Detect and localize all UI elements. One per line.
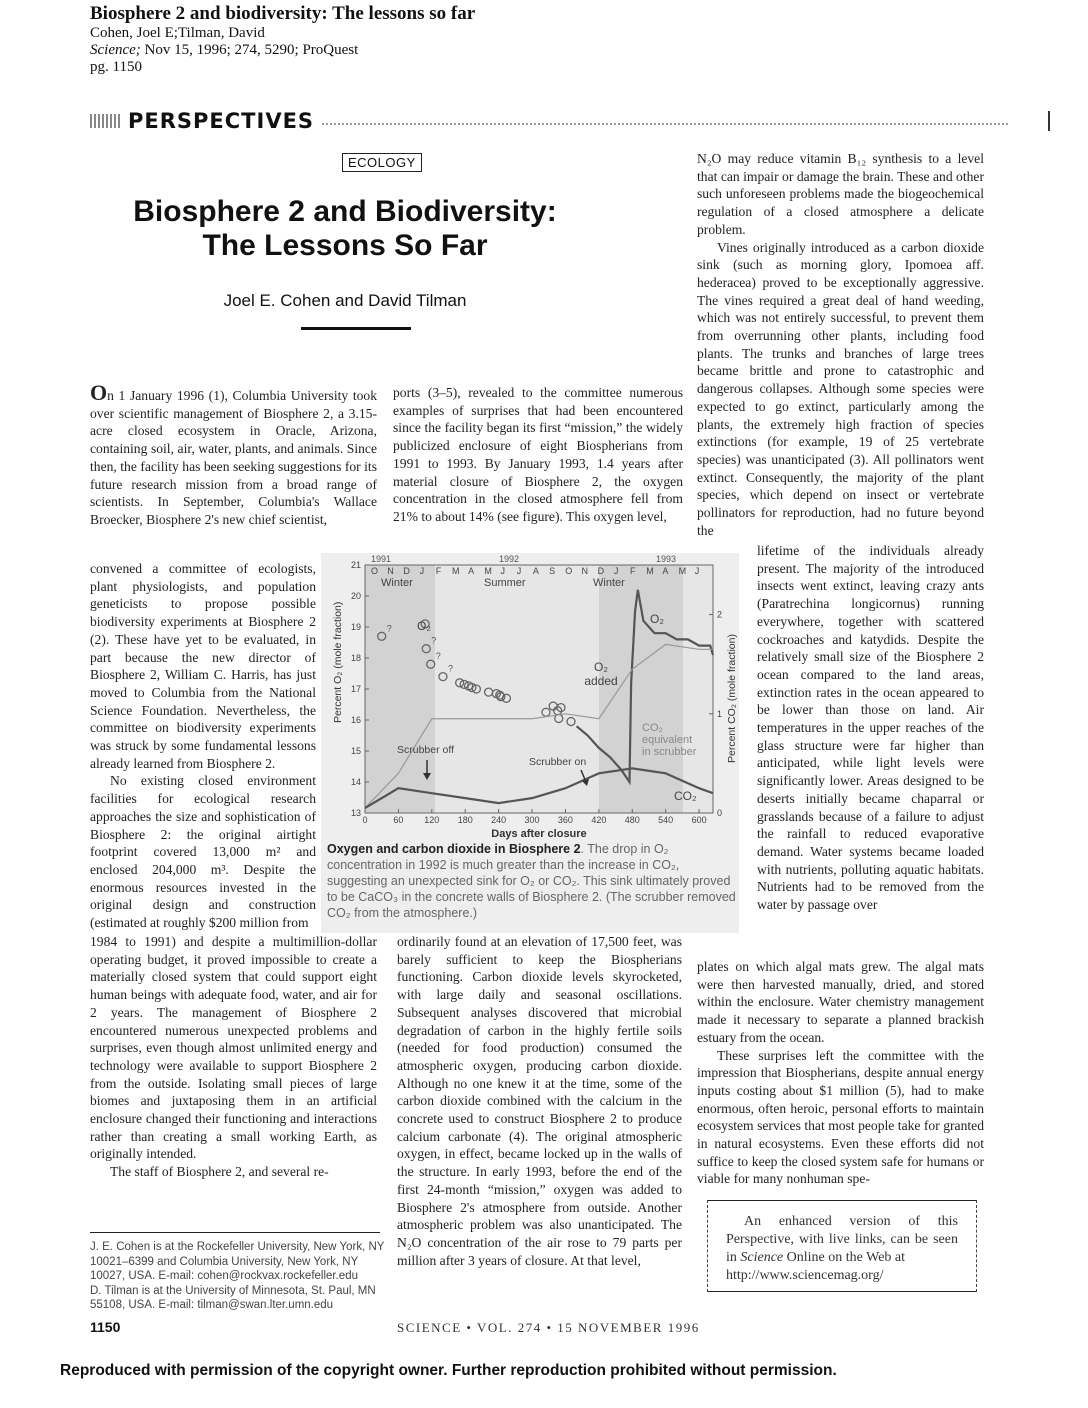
svg-text:?: ? bbox=[386, 623, 392, 634]
headline-line-1: Biosphere 2 and Biodiversity: bbox=[133, 195, 557, 228]
paragraph: ordinarily found at an elevation of 17,500 feet, was barely sufficient to keep the Biospherians functioning. Carbon dioxide levels skyrocketed, with large daily and seasonal oscillations. Subsequent analyses discovered that microbial degradation of carbon in the highly fertile soils (needed for food production) consumed the atmospheric oxygen, producing carbon dioxide. Although no one knew it at the time, some of the carbon dioxide combined with the calcium in the concrete used to construct Biosphere 2 to produce calcium carbonate (4). The original atmospheric oxygen, in effect, became locked up in the walls of the structure. In early 1993, before the end of the first 24-month “mission,” oxygen was added to Biosphere 2's atmosphere from outside. Another atmospheric problem was also unanticipated. The N₂O concentration of the air rose to 79 parts per million after 3 years of closure. At that level, bbox=[397, 934, 682, 1268]
caption-text: . The drop in O₂ concentration in 1992 is much greater than the increase in CO₂, suggesting an unexpected sink for O₂ or CO₂. This sink ultimately proved to be CaCO₃ in the concrete walls of Biosphere 2. (The scrubber removed CO₂ from the atmosphere.) bbox=[327, 842, 736, 920]
paragraph: ports (3–5), revealed to the committee numerous examples of surprises that had been encountered since the facility began its first “mission,” the widely publicized enclosure of eight Biospherians from 1991 to 1993. By January 1993, 1.4 years after material closure of Biosphere 2, the oxygen concentration in the closed atmosphere fell from 21% to about 14% (see figure). This oxygen level, bbox=[393, 385, 683, 524]
y-tick-left: 20 bbox=[350, 591, 361, 601]
column-1-middle bbox=[90, 560, 316, 932]
year-label: 1992 bbox=[499, 554, 520, 564]
annotation-scrubber-off: Scrubber off bbox=[397, 744, 455, 756]
x-tick: 180 bbox=[457, 815, 473, 825]
year-label: 1993 bbox=[656, 554, 677, 564]
citation-authors: Cohen, Joel E;Tilman, David bbox=[90, 25, 265, 41]
paragraph: 1984 to 1991) and despite a multimillion-dollar operating budget, it proved impossible to create a materially closed system that could support eight human beings with adequate food, water, and air for 2 years. The management of Biosphere 2 encountered numerous unexpected problems and surprises, even though almost unlimited energy and technology were available to support Biosphere 2 from the outside. Isolating small pieces of large biomes and juxtaposing them in an artificial enclosure changed their functioning and interactions rather than creating a small working Earth, as originally intended. bbox=[90, 934, 377, 1162]
annotation-o2-added: added bbox=[584, 674, 618, 688]
x-tick: 0 bbox=[362, 815, 368, 825]
month-label: M bbox=[484, 566, 492, 576]
article-authors: Joel E. Cohen and David Tilman bbox=[223, 291, 467, 310]
annotation-o2-points: O₂ bbox=[417, 619, 431, 633]
author-divider bbox=[301, 327, 411, 330]
column-3-top bbox=[697, 150, 984, 539]
year-label: 1991 bbox=[371, 554, 392, 564]
section-rule bbox=[322, 123, 1008, 127]
month-label: N bbox=[581, 566, 588, 576]
x-tick: 360 bbox=[557, 815, 573, 825]
column-3-middle bbox=[757, 542, 984, 914]
x-tick: 120 bbox=[424, 815, 440, 825]
month-label: A bbox=[532, 566, 539, 576]
month-label: O bbox=[565, 566, 573, 576]
citation-page: pg. 1150 bbox=[90, 59, 142, 75]
winter-shading bbox=[365, 565, 435, 813]
column-2-bottom bbox=[397, 933, 682, 1269]
paragraph: n 1 January 1996 (1), Columbia University took over scientific management of Biosphere 2, a 3.15-acre closed ecosystem in Oracle, Arizona, containing soil, air, water, plants, and animals. Since then, the facility has been seeking suggestions for its future research mission from a broad range of scientists. In September, Columbia's Wallace Broecker, Biosphere 2's new chief scientist, bbox=[90, 388, 377, 527]
y-tick-right: 0 bbox=[717, 808, 723, 818]
citation-details: Nov 15, 1996; 274, 5290; ProQuest bbox=[140, 42, 359, 58]
y-tick-left: 15 bbox=[350, 746, 361, 756]
paragraph: plates on which algal mats grew. The algal mats were then harvested manually, dried, and stored within the enclosure. Water chemistry management made it necessary to separate a planned brackish estuary from the ocean. bbox=[697, 959, 984, 1045]
annotation-scrubber-on: Scrubber on bbox=[529, 756, 587, 768]
month-label: J bbox=[419, 566, 425, 576]
paragraph: Vines originally introduced as a carbon dioxide sink (such as morning glory, Ipomoea aff. hederacea) proved to be exceptionally aggressive. The vines required a great deal of hand weeding, which was not entirely successful, to prevent them from overrunning other plants, including food plants. The trunks and branches of large trees became brittle and prone to catastrophic and dangerous collapses. Although some species were expected to go extinct, particularly among the plants, the extremely high fraction of species extinctions (for example, 19 of 25 vertebrate species) was unanticipated (3). All pollinators went extinct. Consequently, the majority of the plant species, which depend on insect or vertebrate pollinators for reproduction, had no future beyond the bbox=[697, 239, 984, 538]
month-label: F bbox=[435, 566, 442, 576]
month-label: M bbox=[451, 566, 460, 576]
y-tick-right: 2 bbox=[717, 609, 723, 620]
kicker-badge: ECOLOGY bbox=[342, 153, 422, 172]
annotation-co2-equivalent: equivalent bbox=[642, 734, 693, 746]
month-label: M bbox=[678, 566, 687, 576]
x-tick: 540 bbox=[658, 815, 674, 825]
affiliation-tilman: D. Tilman is at the University of Minnesota, St. Paul, MN 55108, USA. E-mail: tilman@swan.lter.umn.edu bbox=[90, 1284, 376, 1311]
dropcap: O bbox=[90, 380, 108, 405]
x-tick: 420 bbox=[591, 815, 607, 825]
online-url-link[interactable]: http://www.sciencemag.org/ bbox=[726, 1268, 884, 1283]
citation-title: Biosphere 2 and biodiversity: The lessons so far bbox=[90, 3, 476, 24]
y-tick-left: 21 bbox=[350, 560, 361, 570]
figure-caption bbox=[327, 841, 737, 921]
column-1-bottom bbox=[90, 933, 377, 1181]
month-label: J bbox=[613, 566, 619, 576]
paragraph: No existing closed environment facilities for ecological research approaches the size and sophistication of Biosphere 2: the original airtight footprint covered 13,000 m² and enclosed 204,000 m³. Despite the enormous resources invested in the original design and construction (estimated at roughly $200 million from bbox=[90, 773, 316, 931]
y-tick-left: 13 bbox=[350, 808, 361, 818]
copyright-notice: Reproduced with permission of the copyright owner. Further reproduction prohibited without permission. bbox=[60, 1362, 837, 1379]
citation-source bbox=[90, 42, 358, 59]
section-pattern-icon bbox=[90, 114, 122, 128]
annotation-co2-line: CO₂ bbox=[674, 789, 697, 803]
annotation-o2-line: O₂ bbox=[650, 612, 664, 626]
section-header bbox=[90, 109, 1050, 133]
y-tick-left: 16 bbox=[350, 715, 361, 725]
y-tick-right: 1 bbox=[717, 708, 723, 719]
column-3-bottom bbox=[697, 958, 984, 1188]
paragraph: These surprises left the committee with the impression that Biospherians, despite annual energy inputs costing about $1 million (5), had to make enormous, often heroic, personal efforts to maintain ecosystem services that most people take for granted in natural ecosystems. Even these efforts did not suffice to keep the closed system safe for humans or viable for many nonhuman spe- bbox=[697, 1047, 984, 1187]
y-tick-left: 17 bbox=[350, 684, 361, 694]
month-label: D bbox=[597, 566, 605, 576]
annotation-co2-equivalent: in scrubber bbox=[642, 746, 697, 758]
caption-title: Oxygen and carbon dioxide in Biosphere 2 bbox=[327, 842, 581, 856]
annotation-co2-equivalent: CO₂ bbox=[642, 722, 663, 734]
month-label: S bbox=[549, 566, 556, 576]
online-text: Online on the Web at bbox=[783, 1250, 906, 1265]
paragraph: N₂O may reduce vitamin B₁₂ synthesis to a level that can impair or damage the brain. These and other such unforeseen problems made the biogeochemical regulation of a closed atmosphere a delicate problem. bbox=[697, 151, 984, 237]
x-tick: 240 bbox=[491, 815, 507, 825]
y-axis-label-right: Percent CO₂ (mole fraction) bbox=[726, 634, 738, 763]
affiliation-cohen: J. E. Cohen is at the Rockefeller University, New York, NY 10021–6399 and Columbia University, New York, NY 10027, USA. E-mail: cohen@rockvax.rockefeller.edu bbox=[90, 1241, 385, 1282]
svg-text:?: ? bbox=[431, 635, 437, 646]
column-1-top bbox=[90, 380, 377, 529]
page-number: 1150 bbox=[90, 1319, 121, 1335]
y-axis-label-left: Percent O₂ (mole fraction) bbox=[332, 601, 344, 723]
author-affiliations bbox=[90, 1240, 385, 1313]
article-headline bbox=[110, 195, 580, 263]
footnote-divider bbox=[90, 1232, 380, 1233]
section-label: PERSPECTIVES bbox=[128, 109, 315, 133]
online-version-box bbox=[707, 1200, 977, 1292]
month-label: D bbox=[403, 566, 410, 576]
month-label: J bbox=[500, 566, 506, 576]
month-label: J bbox=[516, 566, 522, 576]
month-label: N bbox=[387, 566, 394, 576]
paragraph: The staff of Biosphere 2, and several re- bbox=[110, 1164, 329, 1180]
column-2-top bbox=[393, 384, 683, 526]
month-label: J bbox=[694, 566, 700, 576]
online-text-journal: Science bbox=[740, 1250, 784, 1265]
y-tick-left: 18 bbox=[350, 653, 361, 663]
season-label: Winter bbox=[381, 577, 413, 589]
y-tick-left: 19 bbox=[350, 622, 361, 632]
annotation-o2-added: O₂ bbox=[594, 660, 608, 674]
y-tick-left: 14 bbox=[350, 777, 361, 787]
o2-co2-chart bbox=[321, 553, 739, 843]
month-label: F bbox=[630, 566, 636, 576]
x-tick: 480 bbox=[624, 815, 640, 825]
month-label: O bbox=[371, 566, 379, 576]
svg-text:?: ? bbox=[447, 663, 453, 674]
season-label: Winter bbox=[593, 577, 625, 589]
season-label: Summer bbox=[484, 577, 526, 589]
paragraph: lifetime of the individuals already present. The majority of the introduced insects went extinct, leaving crazy ants (Paratrechina longicornus) running everywhere, together with scattered cockroaches and katydids. Despite the relatively small size of the Biosphere 2 ocean compared to the land areas, extinction rates in the ocean appeared to be lower than those on land. Air temperatures in the upper reaches of the glass structure were far higher than anticipated, while light levels were significantly lower. Areas designed to be deserts initially became chaparral or grasslands because of a failure to adjust the rainfall to reduced evaporative demand. Water systems became loaded with nutrients, polluting aquatic habitats. Nutrients had to be removed from the water by passage over bbox=[757, 543, 984, 913]
svg-text:?: ? bbox=[435, 651, 441, 662]
running-footer: SCIENCE • VOL. 274 • 15 NOVEMBER 1996 bbox=[397, 1320, 700, 1335]
month-label: A bbox=[468, 566, 475, 576]
month-label: A bbox=[662, 566, 669, 576]
x-axis-label: Days after closure bbox=[491, 828, 587, 840]
headline-line-2: The Lessons So Far bbox=[202, 229, 488, 262]
citation-journal: Science; bbox=[90, 42, 141, 58]
month-label: M bbox=[646, 566, 654, 576]
paragraph: convened a committee of ecologists, plant physiologists, and population geneticists to propose possible biodiversity experiments at Biosphere 2 (2). These have yet to be evaluated, in part because the new director of Biosphere 2, William C. Harris, has just moved to Columbia from the National Science Foundation. Nevertheless, the committee on biodiversity experiments was struck by some fundamental lessons already learned from Biosphere 2. bbox=[90, 561, 316, 771]
x-tick: 60 bbox=[393, 815, 404, 825]
x-tick: 300 bbox=[524, 815, 540, 825]
x-tick: 600 bbox=[691, 815, 707, 825]
online-text: An enhanced version of this Perspective, with live links, can be seen in bbox=[726, 1214, 958, 1265]
section-end-mark bbox=[1048, 111, 1050, 131]
